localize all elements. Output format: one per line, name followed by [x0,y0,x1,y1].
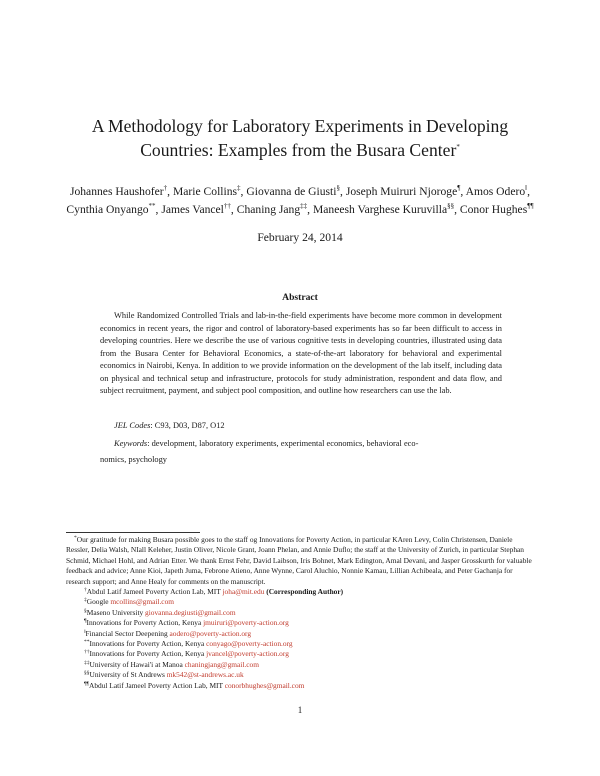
email-link[interactable]: mk542@st-andrews.ac.uk [166,670,244,680]
author-mark: ‡‡ [300,201,308,210]
email-link[interactable]: conorbhughes@gmail.com [224,680,305,690]
affiliation-text: Innovations for Poverty Action, Kenya [86,618,204,628]
email-link[interactable]: mcollins@gmail.com [110,597,175,607]
abstract-text: While Randomized Controlled Trials and lab-in-the-field experiments have become more common in development economics in recent years, the rigor and control of laboratory-based experiments has so far been difficult to access in developing countries. Here we describe the use of various cognitive tests in developing countries, illustrated using data from the Busara Center for Behavioral Economics, a state-of-the-art laboratory for behavioral and experimental economics in Nairobi, Kenya. In addition to we provide information on the development of the lab itself, including data on physical and technical setup and infrastructure, protocols for study administration, respondent and data flow, and subject recruitment, payment, and subject pool composition, and outline how researchers can use the lab. [100,311,502,395]
jel-label: JEL Codes [114,421,151,430]
affiliation-text: Innovations for Poverty Action, Kenya [89,649,207,659]
jel-values: : C93, D03, D87, O12 [150,421,225,430]
affiliation-footnote [66,587,536,597]
affiliation-footnote [66,629,536,639]
abstract [100,310,502,398]
author-name: Giovanna de Giusti [246,185,337,198]
author-list [40,183,560,218]
footnote-rule [66,532,200,533]
keywords-line-1 [100,436,502,452]
affiliation-footnote [66,639,536,649]
author-name: Chaning Jang [236,202,301,216]
email-link[interactable]: jmuiruri@poverty-action.org [203,618,289,628]
title-line-1: A Methodology for Laboratory Experiments in Developing [91,116,509,136]
author-name: Joseph Muiruri Njoroge [345,185,458,198]
author-mark: † [163,184,168,192]
email-link[interactable]: giovanna.degiusti@gmail.com [145,607,236,617]
affiliation-text: University of Hawai'i at Manoa [89,659,185,669]
author-mark: §§ [447,201,455,210]
affiliation-footnote [66,608,536,618]
affiliation-text: Abdul Latif Jameel Poverty Action Lab, MIT [88,680,225,690]
affiliation-mark: ‡‡ [84,659,90,666]
paper-date: February 24, 2014 [257,231,343,244]
keywords-text-1: : development, laboratory experiments, experimental economics, behavioral eco- [147,439,419,448]
author-name: Cynthia Onyango [66,202,149,216]
affiliation-text: Financial Sector Deepening [85,628,170,638]
email-link[interactable]: aodero@poverty-action.org [169,628,252,638]
footnote-acknowledgements [66,535,536,587]
author-name: Conor Hughes [459,202,528,216]
author-name: Marie Collins [172,185,238,198]
affiliation-footnote [66,670,536,680]
affiliation-text: Google [86,597,111,607]
author-name: Maneesh Varghese Kuruvilla [312,202,448,216]
author-mark: ** [148,201,156,210]
author-mark: †† [223,201,231,210]
footnotes [66,535,536,691]
affiliation-mark: ‖ [84,628,86,635]
affiliation-mark: †† [84,649,90,656]
author-mark: § [336,184,341,192]
author-name: James Vancel [161,202,224,216]
author-mark: ¶¶ [527,201,534,210]
affiliation-mark: ¶ [84,618,87,625]
author-name: Amos Odero [465,185,526,198]
affiliation-mark: §§ [84,670,90,677]
affiliation-footnote [66,660,536,670]
keywords-label: Keywords [114,439,148,448]
email-link[interactable]: chaningjang@gmail.com [184,659,259,669]
author-name: Johannes Haushofer [69,185,164,198]
keywords-line-2: nomics, psychology [100,455,167,464]
paper-title [60,114,540,162]
affiliation-footnote [66,681,536,691]
title-footnote-mark: * [456,143,460,151]
affiliation-text: Abdul Latif Jameel Poverty Action Lab, MIT [86,587,223,597]
page-number: 1 [297,705,303,715]
affiliation-mark: ¶¶ [84,680,89,687]
email-link[interactable]: jvancel@poverty-action.org [206,649,289,659]
abstract-heading: Abstract [282,292,318,303]
affiliation-note: (Corresponding Author) [264,587,344,597]
affiliation-mark: ‡ [84,597,87,604]
author-row-2: Cynthia Onyango**, James Vancel††, Chaning Jang‡‡, Maneesh Varghese Kuruvilla§§, Conor Hughes¶¶ [66,201,534,216]
affiliation-mark: ** [84,639,90,646]
author-mark: ‖ [525,184,528,192]
footnote-mark: * [74,535,77,541]
author-row-1: Johannes Haushofer†, Marie Collins‡, Giovanna de Giusti§, Joseph Muiruri Njoroge¶, Amos Odero‖, [69,184,531,198]
author-mark: ¶ [457,184,461,192]
affiliation-text: Innovations for Poverty Action, Kenya [89,639,207,649]
footnote-text: Our gratitude for making Busara possible goes to the staff og Innovations for Poverty Action, in particular KAren Levy, Colin Christensen, Daniele Ressler, Delia Walsh, NIall Keleher, Justin Oliver, Nicole Grant, Joann Phelan, and Annie Duflo; the staff at the University of Zurich, in particular Stephan Schmid, Michael Hohl, and Adrian Etter. We thank Ernst Fehr, David Laibson, Iris Bohnet, Mark Edington, Amal Devani, and Jasper Grosskurth for valuable feedback and advice; Anne Kioi, Japeth Juma, Febrone Atieno, Anne Wynne, Carol Aluchio, Nonnie Kamau, Lillian Achibeala, and Peter Gachanja for research support; and Anne Healy for comments on the manuscript. [66,535,532,586]
affiliation-footnote [66,649,536,659]
title-line-2 [60,138,540,162]
affiliation-text: Maseno University [86,607,146,617]
affiliation-mark: † [84,587,87,594]
affiliation-footnote [66,597,536,607]
email-link[interactable]: conyago@poverty-action.org [206,639,293,649]
affiliation-footnote [66,618,536,628]
author-mark: ‡ [237,184,241,192]
keywords [100,436,502,468]
affiliation-text: University of St Andrews [89,670,167,680]
affiliation-mark: § [84,607,87,614]
title-line-2-text: Countries: Examples from the Busara Center [140,140,457,160]
email-link[interactable]: joha@mit.edu [222,587,265,597]
jel-codes [114,421,225,430]
